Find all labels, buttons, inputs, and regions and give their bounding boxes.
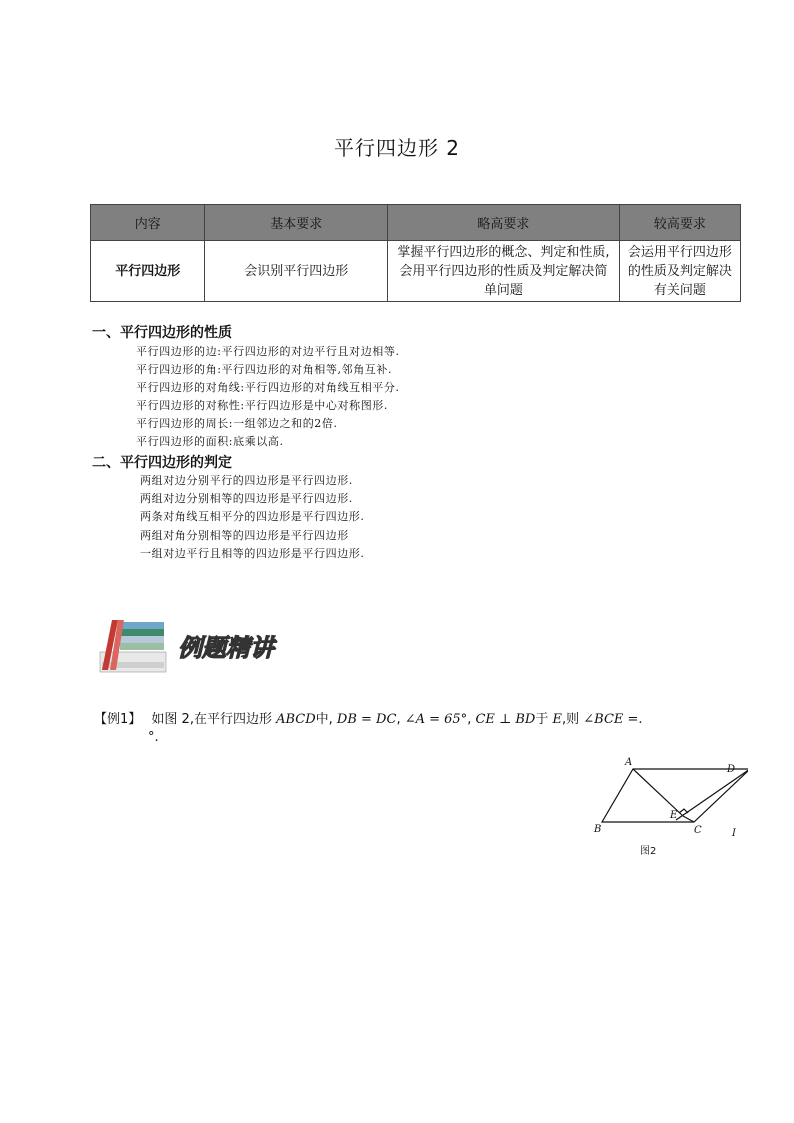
example-tag: 【例1】 — [94, 712, 142, 727]
criterion-line: 两组对角分别相等的四边形是平行四边形 — [140, 529, 349, 542]
label-e: E — [670, 810, 678, 821]
cell-content: 平行四边形 — [91, 241, 205, 302]
segment-ae — [633, 769, 683, 816]
math-cond1: DB = DC — [336, 712, 397, 727]
cell-higher-line: 单问题 — [483, 282, 523, 298]
math-e: E — [552, 712, 562, 727]
table-header-row — [91, 205, 741, 241]
section1-heading: 一、平行四边形的性质 — [92, 325, 232, 341]
header-basic: 基本要求 — [205, 205, 388, 241]
math-cond2: ∠A = 65° — [404, 712, 468, 727]
criterion-line: 两组对边分别平行的四边形是平行四边形. — [140, 474, 353, 487]
cell-highest — [619, 241, 740, 302]
criterion-line: 一组对边平行且相等的四边形是平行四边形. — [140, 547, 365, 560]
cell-higher-line: 掌握平行四边形的概念、判定和性质, — [397, 244, 610, 260]
math-abcd: ABCD — [276, 712, 316, 727]
section2-heading: 二、平行四边形的判定 — [92, 455, 232, 471]
example-text: , — [467, 712, 476, 727]
cell-basic: 会识别平行四边形 — [205, 241, 388, 302]
segment-ce — [683, 816, 694, 822]
example-text: 于 — [535, 712, 553, 727]
label-d: D — [727, 764, 736, 775]
math-cond3: CE ⊥ BD — [475, 712, 536, 727]
right-angle-mark — [679, 809, 688, 813]
figure-caption: 图2 — [640, 846, 657, 857]
criterion-line: 两组对边分别相等的四边形是平行四边形. — [140, 492, 353, 505]
property-line: 平行四边形的对称性:平行四边形是中心对称图形. — [136, 399, 389, 412]
example1-line1 — [94, 708, 643, 727]
property-line: 平行四边形的周长:一组邻边之和的2倍. — [136, 417, 338, 430]
label-a: A — [625, 757, 633, 768]
cell-higher-line: 会用平行四边形的性质及判定解决简 — [399, 263, 608, 279]
property-line: 平行四边形的角:平行四边形的对角相等,邻角互补. — [136, 363, 393, 376]
example-text: 如图 2,在平行四边形 — [151, 712, 277, 727]
property-line: 平行四边形的对角线:平行四边形的对角线互相平分. — [136, 381, 400, 394]
example-text: , — [396, 712, 405, 727]
criterion-line: 两条对角线互相平分的四边形是平行四边形. — [140, 510, 365, 523]
cell-highest-line: 的性质及判定解决 — [627, 263, 732, 279]
books-icon — [100, 620, 166, 672]
math-ask: ∠BCE =. — [583, 712, 643, 727]
page-title: 平行四边形 2 — [333, 136, 461, 160]
header-highest: 较高要求 — [619, 205, 740, 241]
cell-highest-line: 会运用平行四边形 — [627, 244, 732, 260]
table-row — [91, 241, 741, 302]
example-banner — [98, 618, 298, 674]
parallelogram-figure — [588, 752, 748, 862]
cell-higher — [388, 241, 620, 302]
example1-line2: °. — [148, 730, 159, 745]
label-b: B — [594, 824, 602, 835]
property-line: 平行四边形的面积:底乘以高. — [136, 435, 284, 448]
banner-title: 例题精讲 — [178, 634, 274, 662]
header-higher: 略高要求 — [388, 205, 620, 241]
label-c: C — [694, 825, 702, 836]
example-text: ,则 — [562, 712, 584, 727]
example-text: 中, — [315, 712, 337, 727]
requirements-table — [90, 204, 741, 302]
cell-highest-line: 有关问题 — [653, 282, 706, 298]
header-content: 内容 — [91, 205, 205, 241]
label-stray: I — [732, 828, 736, 839]
property-line: 平行四边形的边:平行四边形的对边平行且对边相等. — [136, 345, 400, 358]
